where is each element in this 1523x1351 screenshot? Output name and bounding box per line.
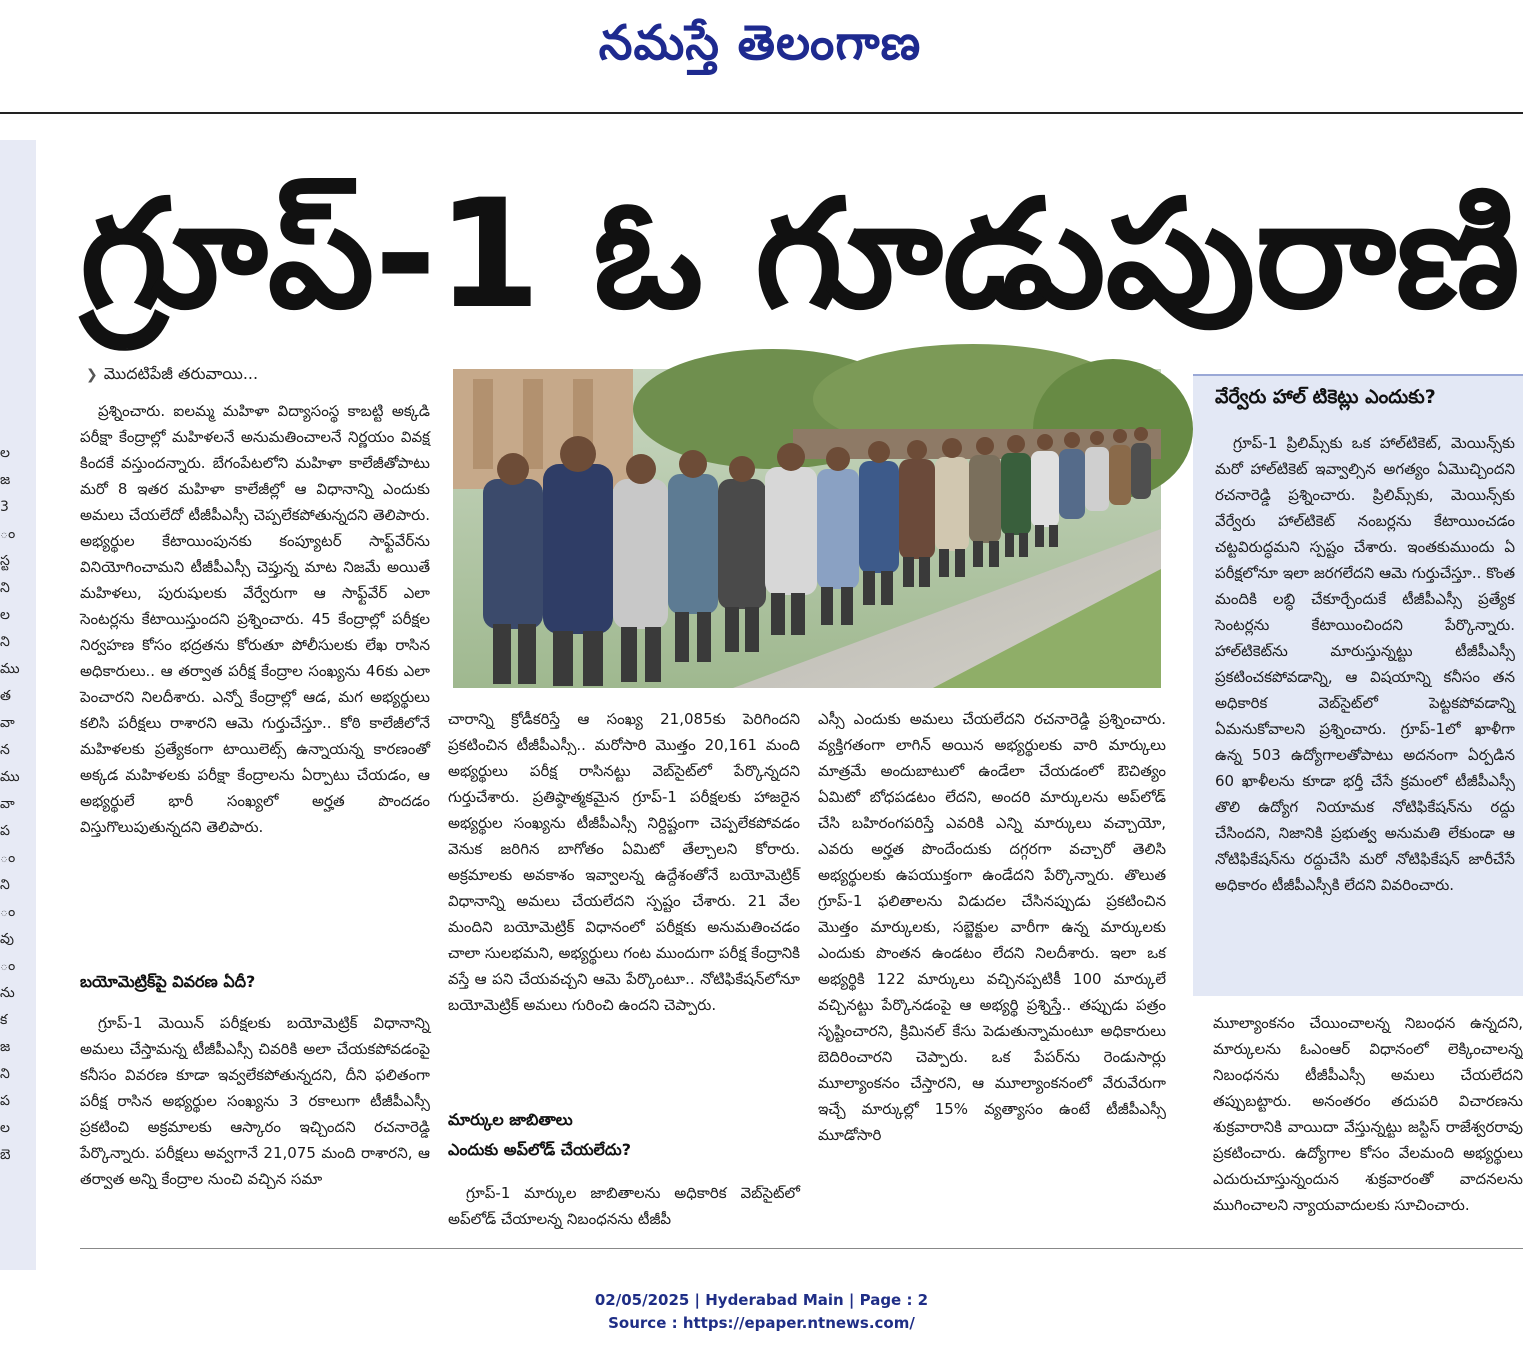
news-photo-queue-of-candidates — [453, 369, 1161, 688]
footer-source-link[interactable]: Source : https://epaper.ntnews.com/ — [608, 1314, 915, 1332]
subhead-why-not-uploaded: ఎందుకు అప్‌లోడ్ చేయలేదు? — [448, 1140, 631, 1159]
continued-label: మొదటిపేజీ తరువాయి... — [103, 364, 259, 383]
left-strip-char: ం — [0, 904, 16, 920]
left-strip-char: ని — [0, 1066, 10, 1082]
left-strip-char: ని — [0, 634, 10, 650]
left-strip-char: బె — [0, 1147, 11, 1163]
column1-paragraph-1: ప్రశ్నించారు. ఐలమ్మ మహిళా విద్యాసంస్థ కాబట్టి అక్కడి పరీక్షా కేంద్రాల్లో మహిళలనే అనుమతించాలనే నిర్ణయం వివక్ష కిందకే వస్తుందన్నారు. బేగంపేటలోని మహిళా కాలేజీతోపాటు మరో 8 ఇతర మహిళా కాలేజీల్లో ఆ విధానాన్ని ఎందుకు అమలు చేయలేదో టీజీపీఎస్సీ చెప్పలేకపోతున్నదని తెలిపారు. అభ్యర్థుల కేటాయింపునకు కంప్యూటర్ సాఫ్ట్‌వేర్‌ను వినియోగించామని టీజీపీఎస్సీ చెప్తున్న మాట నిజమే అయితే మహిళలు, పురుషులకు వేర్వేరుగా ఆ సాఫ్ట్‌వేర్ ఎలా సెంటర్లను కేటాయిస్తుందని ప్రశ్నించారు. 45 కేంద్రాల్లో పరీక్షల నిర్వహణ కోసం భద్రతను కోరుతూ పోలీసులకు లేఖ రాసిన అధికారులు.. ఆ తర్వాత పరీక్ష కేంద్రాల సంఖ్యను 46కు ఎలా పెంచారని నిలదీశారు. ఎన్నో కేంద్రాల్లో ఆడ, మగ అభ్యర్థులు కలిసి పరీక్షలు రాశారని ఆమె గుర్తుచేస్తూ.. కోఠి కాలేజీలోనే మహిళలకు ప్రత్యేకంగా టాయిలెట్స్ ఉన్నాయన్న కారణంతో అక్కడ మహిళలకు పరీక్షా కేంద్రాలను ఏర్పాటు చేయడం, ఆ అభ్యర్థులే భారీ సంఖ్యలో అర్హత పొందడం విస్తుగొలుపుతున్నదని తెలిపారు. — [80, 402, 430, 836]
article-column-2 — [448, 706, 800, 1018]
sidebar-box — [1193, 374, 1523, 996]
left-adjacent-column-strip — [0, 140, 36, 1270]
column3-paragraph-1: ఎస్సీ ఎందుకు అమలు చేయలేదని రచనారెడ్డి ప్రశ్నించారు. వ్యక్తిగతంగా లాగిన్ అయిన అభ్యర్థులకు వారి మార్కులు మాత్రమే అందుబాటులో ఉండేలా చేయడంలో ఔచిత్యం ఏమిటో బోధపడటం లేదని, అందరి మార్కులను అప్‌లోడ్ చేసి బహిరంగపరిస్తే ఎవరికి ఎన్ని మార్కులు వచ్చాయో, ఎవరు అర్హత పొందేందుకు దగ్గరగా వచ్చారో తెలిసి అభ్యర్థులకు ఉపయుక్తంగా ఉండేదని పేర్కొన్నారు. తొలుత గ్రూప్-1 ఫలితాలను విడుదల చేసినప్పుడు ప్రకటించిన మొత్తం మార్కులకు, సబ్జెక్టుల వారీగా ఉన్న మార్కులకు ఎందుకు పొంతన ఉండటం లేదని నిలదీశారు. ఇలా ఒక అభ్యర్థికి 122 మార్కులు వచ్చినప్పటికీ 100 మార్కులే వచ్చినట్టు పేర్కొనడంపై ఆ అభ్యర్థి ప్రశ్నిస్తే.. తప్పుడు పత్రం సృష్టించారని, క్రిమినల్ కేసు పెడుతున్నామంటూ అధికారులు బెదిరించారని చెప్పారు. ఒక పేపర్‌ను రెండుసార్లు మూల్యాంకనం చేస్తారని, ఆ మూల్యాంకనంలో వేరువేరుగా ఇచ్చే మార్కుల్లో 15% వ్యత్యాసం ఉంటే టీజీపీఎస్సీ మూడోసారి — [818, 710, 1166, 1144]
article-column-3 — [818, 706, 1166, 1148]
photo-illustration — [453, 369, 1161, 688]
subhead-marks-lists: మార్కుల జాబితాలు — [448, 1110, 573, 1129]
left-strip-char: ం — [0, 526, 16, 542]
top-rule — [0, 112, 1523, 114]
left-strip-char: ల — [0, 1120, 10, 1136]
footer-edition-info: 02/05/2025 | Hyderabad Main | Page : 2 — [594, 1291, 929, 1309]
column4-paragraph-1: మూల్యాంకనం చేయించాలన్న నిబంధన ఉన్నదని, మార్కులను ఓఎంఆర్ విధానంలో లెక్కించాలన్న నిబంధనను టీజీపీఎస్సీ అమలు చేయలేదని తప్పుబట్టారు. అనంతరం తదుపరి విచారణను శుక్రవారానికి వాయిదా వేస్తున్నట్టు జస్టిస్ రాజేశ్వరరావు ప్రకటించారు. ఉద్యోగాల కోసం వేలమంది అభ్యర్థులు ఎదురుచూస్తున్నందున శుక్రవారంతో వాదనలను ముగించాలని న్యాయవాదులకు సూచించారు. — [1213, 1014, 1523, 1214]
left-strip-char: 3 — [0, 499, 9, 515]
column2-paragraph-2: గ్రూప్-1 మార్కుల జాబితాలను అధికారిక వెబ్‌సైట్‌లో అప్‌లోడ్ చేయాలన్న నిబంధనను టీజీపీ — [448, 1184, 800, 1228]
left-strip-text — [0, 440, 20, 1169]
column2-paragraph-1: చారాన్ని క్రోడీకరిస్తే ఆ సంఖ్య 21,085కు పెరిగిందని ప్రకటించిన టీజీపీఎస్సీ.. మరోసారి మొత్తం 20,161 మంది అభ్యర్థులు పరీక్ష రాసినట్టు వెబ్‌సైట్‌లో పేర్కొన్నదని గుర్తుచేశారు. ప్రతిష్ఠాత్మకమైన గ్రూప్-1 పరీక్షలకు హాజరైన అభ్యర్థుల సంఖ్యను టీజీపీఎస్సీ నిర్దిష్టంగా చెప్పలేకపోవడం వెనుక జరిగిన బాగోతం ఏమిటో తేల్చాలని కోరారు. అక్రమాలకు అవకాశం ఇవ్వాలన్న ఉద్దేశంతోనే బయోమెట్రిక్ విధానాన్ని అమలు చేయలేదని స్పష్టం చేశారు. 21 వేల మందిని బయోమెట్రిక్ విధానంలో పరీక్షకు అనుమతించడం చాలా సులభమని, అభ్యర్థులు గంట ముందుగా పరీక్ష కేంద్రానికి వస్తే ఆ పని చేయవచ్చని ఆమె పేర్కొంటూ.. నోటిఫికేషన్‌లోనూ బయోమెట్రిక్ అమలు గురించి ఉందని చెప్పారు. — [448, 710, 801, 1014]
left-strip-char: ం — [0, 850, 16, 866]
left-strip-char: ను — [0, 985, 15, 1001]
sidebar-title: వేర్వేరు హాల్ టికెట్లు ఎందుకు? — [1215, 386, 1436, 408]
left-strip-char: స్ట — [0, 553, 10, 569]
left-strip-char: ము — [0, 769, 20, 785]
sidebar-paragraph: గ్రూప్-1 ప్రిలిమ్స్‌కు ఒక హాల్‌టికెట్, మెయిన్స్‌కు మరో హాల్‌టికెట్ ఇవ్వాల్సిన అగత్యం ఏమొచ్చిందని రచనారెడ్డి ప్రశ్నించారు. ప్రిలిమ్స్‌కు, మెయిన్స్‌కు వేర్వేరు హాల్‌టికెట్ నంబర్లను కేటాయించడం చట్టవిరుద్ధమని స్పష్టం చేశారు. ఇంతకుముందు ఏ పరీక్షలోనూ ఇలా జరగలేదని ఆమె గుర్తుచేస్తూ.. కొంత మందికి లబ్ధి చేకూర్చేందుకే టీజీపీఎస్సీ ప్రత్యేక సెంటర్లను కేటాయించిందని పేర్కొన్నారు. హాల్‌టికెట్‌ను మారుస్తున్నట్టు టీజీపీఎస్సీ ప్రకటించకపోవడాన్ని, ఆ విషయాన్ని కనీసం తన అధికారిక వెబ్‌సైట్‌లో పెట్టకపోవడాన్ని ఏమనుకోవాలని ప్రశ్నించారు. గ్రూప్-1లో ఖాళీగా ఉన్న 503 ఉద్యోగాలతోపాటు అదనంగా ఏర్పడిన 60 ఖాళీలను కూడా భర్తీ చేసే క్రమంలో టీజీపీఎస్సీ తొలి ఉద్యోగ నియామక నోటిఫికేషన్‌ను రద్దు చేసిందని, నిజానికి ప్రభుత్వ అనుమతి లేకుండా ఆ నోటిఫికేషన్‌ను రద్దుచేసి మరో నోటిఫికేషన్ జారీచేసే అధికారం టీజీపీఎస్సీకి లేదని వివరించారు. — [1215, 434, 1515, 894]
left-strip-char: వా — [0, 715, 15, 731]
left-strip-char: వా — [0, 796, 15, 812]
sidebar-body — [1215, 430, 1515, 898]
column1-paragraph-2: గ్రూప్-1 మెయిన్ పరీక్షలకు బయోమెట్రిక్ విధానాన్ని అమలు చేస్తామన్న టీజీపీఎస్సీ చివరికి అలా చేయకపోవడంపై కనీసం వివరణ కూడా ఇవ్వలేకపోతున్నదని, దీని ఫలితంగా పరీక్ష రాసిన అభ్యర్థుల సంఖ్యను 3 రకాలుగా టీజీపీఎస్సీ ప్రకటించి అక్రమాలకు ఆస్కారం ఇచ్చిందని రచనారెడ్డి పేర్కొన్నారు. పరీక్షలు అవ్వగానే 21,075 మంది రాశారని, ఆ తర్వాత అన్ని కేంద్రాల నుంచి వచ్చిన సమా — [80, 1014, 430, 1188]
left-strip-char: త — [0, 688, 11, 704]
masthead — [0, 0, 1523, 95]
continued-from-front-page — [86, 364, 258, 387]
left-strip-char: జ — [0, 1039, 11, 1055]
left-strip-char: వు — [0, 931, 14, 947]
article-column-4 — [1213, 1010, 1523, 1218]
chevron-right-icon: ❯ — [86, 367, 98, 383]
left-strip-char: ప — [0, 1093, 10, 1109]
bottom-rule — [80, 1248, 1523, 1249]
left-strip-char: జ — [0, 472, 11, 488]
left-strip-char: ల — [0, 445, 10, 461]
left-strip-char: క — [0, 1012, 8, 1028]
headline: గ్రూప్-1 ఓ గూడుపురాణి — [80, 168, 1520, 342]
article-column-1 — [80, 398, 430, 840]
article-column-1-lower — [80, 1010, 430, 1192]
article-column-2-lower — [448, 1180, 800, 1232]
left-strip-char: ని — [0, 877, 10, 893]
left-strip-char: న — [0, 742, 10, 758]
left-strip-char: ల — [0, 607, 10, 623]
left-strip-char: ప — [0, 823, 10, 839]
newspaper-logo: నమస్తే తెలంగాణ — [598, 15, 922, 71]
left-strip-char: ని — [0, 580, 10, 596]
left-strip-char: ం — [0, 958, 16, 974]
subhead-biometric: బయోమెట్రిక్‌పై వివరణ ఏదీ? — [80, 972, 256, 991]
left-strip-char: ము — [0, 661, 20, 677]
